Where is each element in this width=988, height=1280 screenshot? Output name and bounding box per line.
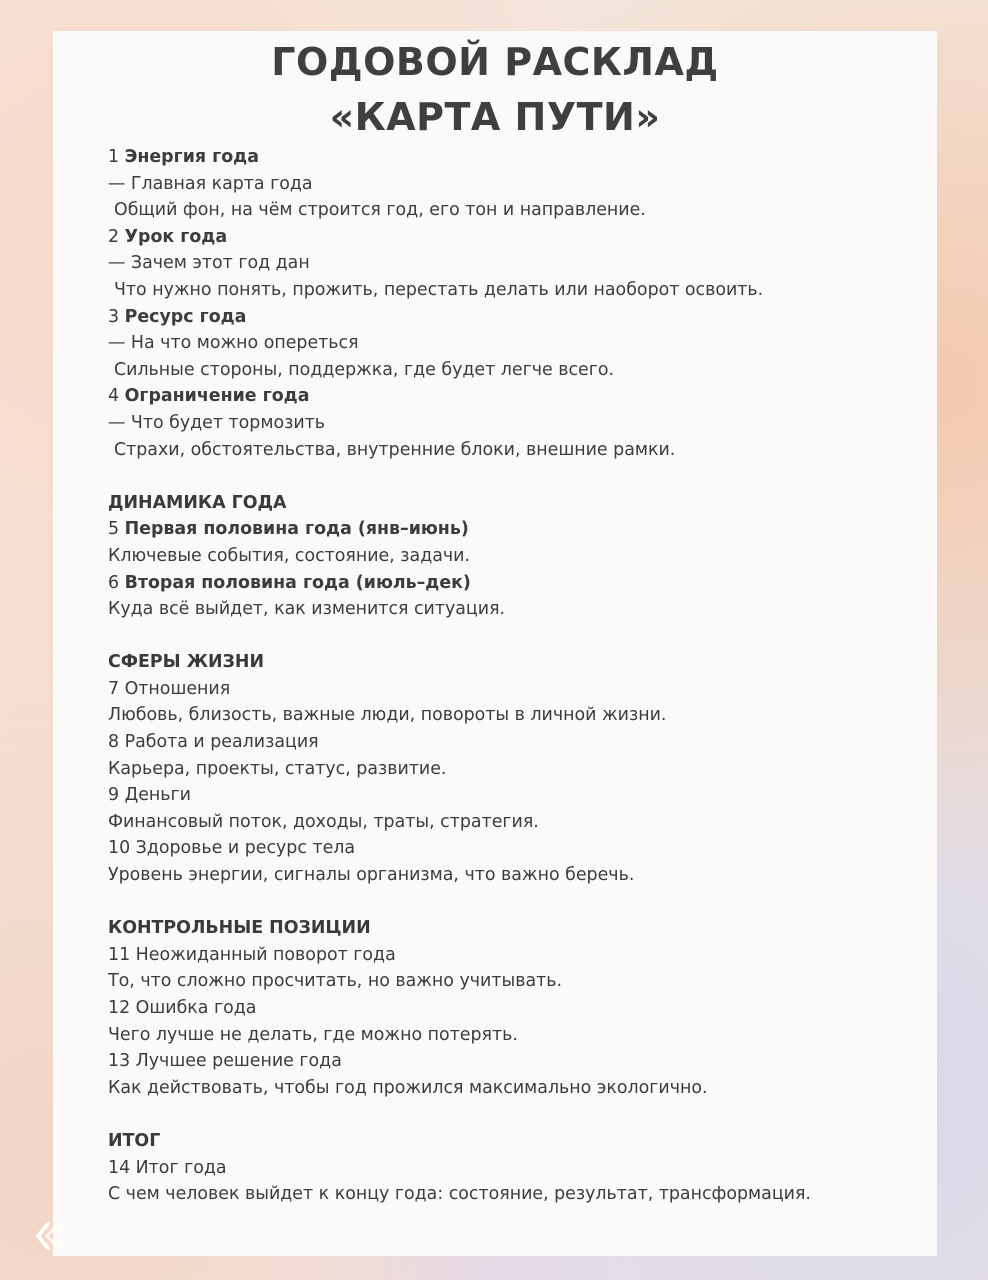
position-number: 1 bbox=[108, 147, 120, 167]
position-name: Урок года bbox=[124, 226, 228, 247]
position-name: Лучшее решение года bbox=[135, 1051, 342, 1072]
position-name: Ошибка года bbox=[135, 998, 257, 1018]
title-line-2: «КАРТА ПУТИ» bbox=[329, 95, 661, 139]
position-title bbox=[108, 304, 928, 331]
position-name: Отношения bbox=[124, 678, 231, 699]
position-title bbox=[108, 729, 928, 756]
position-number: 12 bbox=[108, 998, 131, 1018]
position-description: Страхи, обстоятельства, внутренние блоки, внешние рамки. bbox=[114, 439, 676, 460]
position-name: Энергия года bbox=[124, 147, 259, 167]
position-description: Любовь, близость, важные люди, повороты в личной жизни. bbox=[108, 705, 667, 726]
position-number: 7 bbox=[108, 678, 120, 699]
position-description: Уровень энергии, сигналы организма, что важно беречь. bbox=[108, 865, 635, 886]
position-title bbox=[108, 995, 928, 1022]
spacer bbox=[108, 1101, 928, 1128]
position-number: 8 bbox=[108, 732, 120, 753]
position-title bbox=[108, 383, 928, 410]
position-title bbox=[108, 224, 928, 251]
position-number: 6 bbox=[108, 572, 120, 593]
position-title bbox=[108, 144, 928, 171]
position-title bbox=[108, 1155, 928, 1182]
document-card bbox=[53, 31, 937, 1256]
position-name: Итог года bbox=[135, 1157, 227, 1178]
position-name: Ресурс года bbox=[124, 306, 247, 327]
position-number: 13 bbox=[108, 1051, 131, 1072]
position-title bbox=[108, 835, 928, 862]
position-title bbox=[108, 516, 928, 543]
position-description: Финансовый поток, доходы, траты, стратегия. bbox=[108, 811, 539, 832]
position-title bbox=[108, 1048, 928, 1075]
spacer bbox=[108, 623, 928, 650]
position-name: Вторая половина года (июль–дек) bbox=[124, 572, 471, 593]
section-heading-result: ИТОГ bbox=[108, 1130, 161, 1151]
spacer bbox=[108, 463, 928, 490]
position-description: Сильные стороны, поддержка, где будет легче всего. bbox=[114, 359, 615, 380]
position-number: 2 bbox=[108, 226, 120, 247]
position-description: С чем человек выйдет к концу года: состояние, результат, трансформация. bbox=[108, 1184, 811, 1205]
position-number: 14 bbox=[108, 1157, 131, 1178]
position-name: Здоровье и ресурс тела bbox=[135, 838, 356, 859]
position-description: Ключевые события, состояние, задачи. bbox=[108, 545, 471, 566]
position-description: Куда всё выйдет, как изменится ситуация. bbox=[108, 599, 506, 620]
position-name: Первая половина года (янв–июнь) bbox=[124, 519, 469, 540]
section-heading-control: КОНТРОЛЬНЫЕ ПОЗИЦИИ bbox=[108, 918, 371, 939]
position-subtitle: — Главная карта года bbox=[108, 173, 313, 194]
position-number: 3 bbox=[108, 306, 120, 327]
title-line-1: ГОДОВОЙ РАСКЛАД bbox=[271, 40, 719, 84]
position-title bbox=[108, 942, 928, 969]
position-number: 9 bbox=[108, 785, 120, 806]
position-number: 5 bbox=[108, 519, 120, 540]
position-description: Как действовать, чтобы год прожился максимально экологично. bbox=[108, 1077, 708, 1098]
position-number: 4 bbox=[108, 386, 120, 407]
position-description: Что нужно понять, прожить, перестать делать или наоборот освоить. bbox=[114, 279, 764, 300]
position-name: Деньги bbox=[124, 785, 191, 806]
position-description: Карьера, проекты, статус, развитие. bbox=[108, 758, 447, 779]
position-number: 11 bbox=[108, 944, 131, 965]
spacer bbox=[108, 889, 928, 916]
position-subtitle: — Зачем этот год дан bbox=[108, 253, 310, 274]
position-subtitle: — Что будет тормозить bbox=[108, 412, 326, 433]
position-title bbox=[108, 676, 928, 703]
position-description: Чего лучше не делать, где можно потерять. bbox=[108, 1024, 518, 1045]
spread-description bbox=[108, 144, 928, 1208]
chevron-logo-icon bbox=[28, 1218, 64, 1254]
position-name: Неожиданный поворот года bbox=[135, 944, 396, 965]
position-title bbox=[108, 570, 928, 597]
section-heading-life: СФЕРЫ ЖИЗНИ bbox=[108, 652, 265, 673]
position-title bbox=[108, 782, 928, 809]
position-name: Работа и реализация bbox=[124, 732, 319, 753]
position-subtitle: — На что можно опереться bbox=[108, 333, 359, 354]
position-description: Общий фон, на чём строится год, его тон и направление. bbox=[114, 200, 646, 221]
position-name: Ограничение года bbox=[124, 386, 310, 407]
position-description: То, что сложно просчитать, но важно учитывать. bbox=[108, 971, 563, 992]
section-heading-dynamics: ДИНАМИКА ГОДА bbox=[108, 492, 287, 513]
position-number: 10 bbox=[108, 838, 131, 859]
